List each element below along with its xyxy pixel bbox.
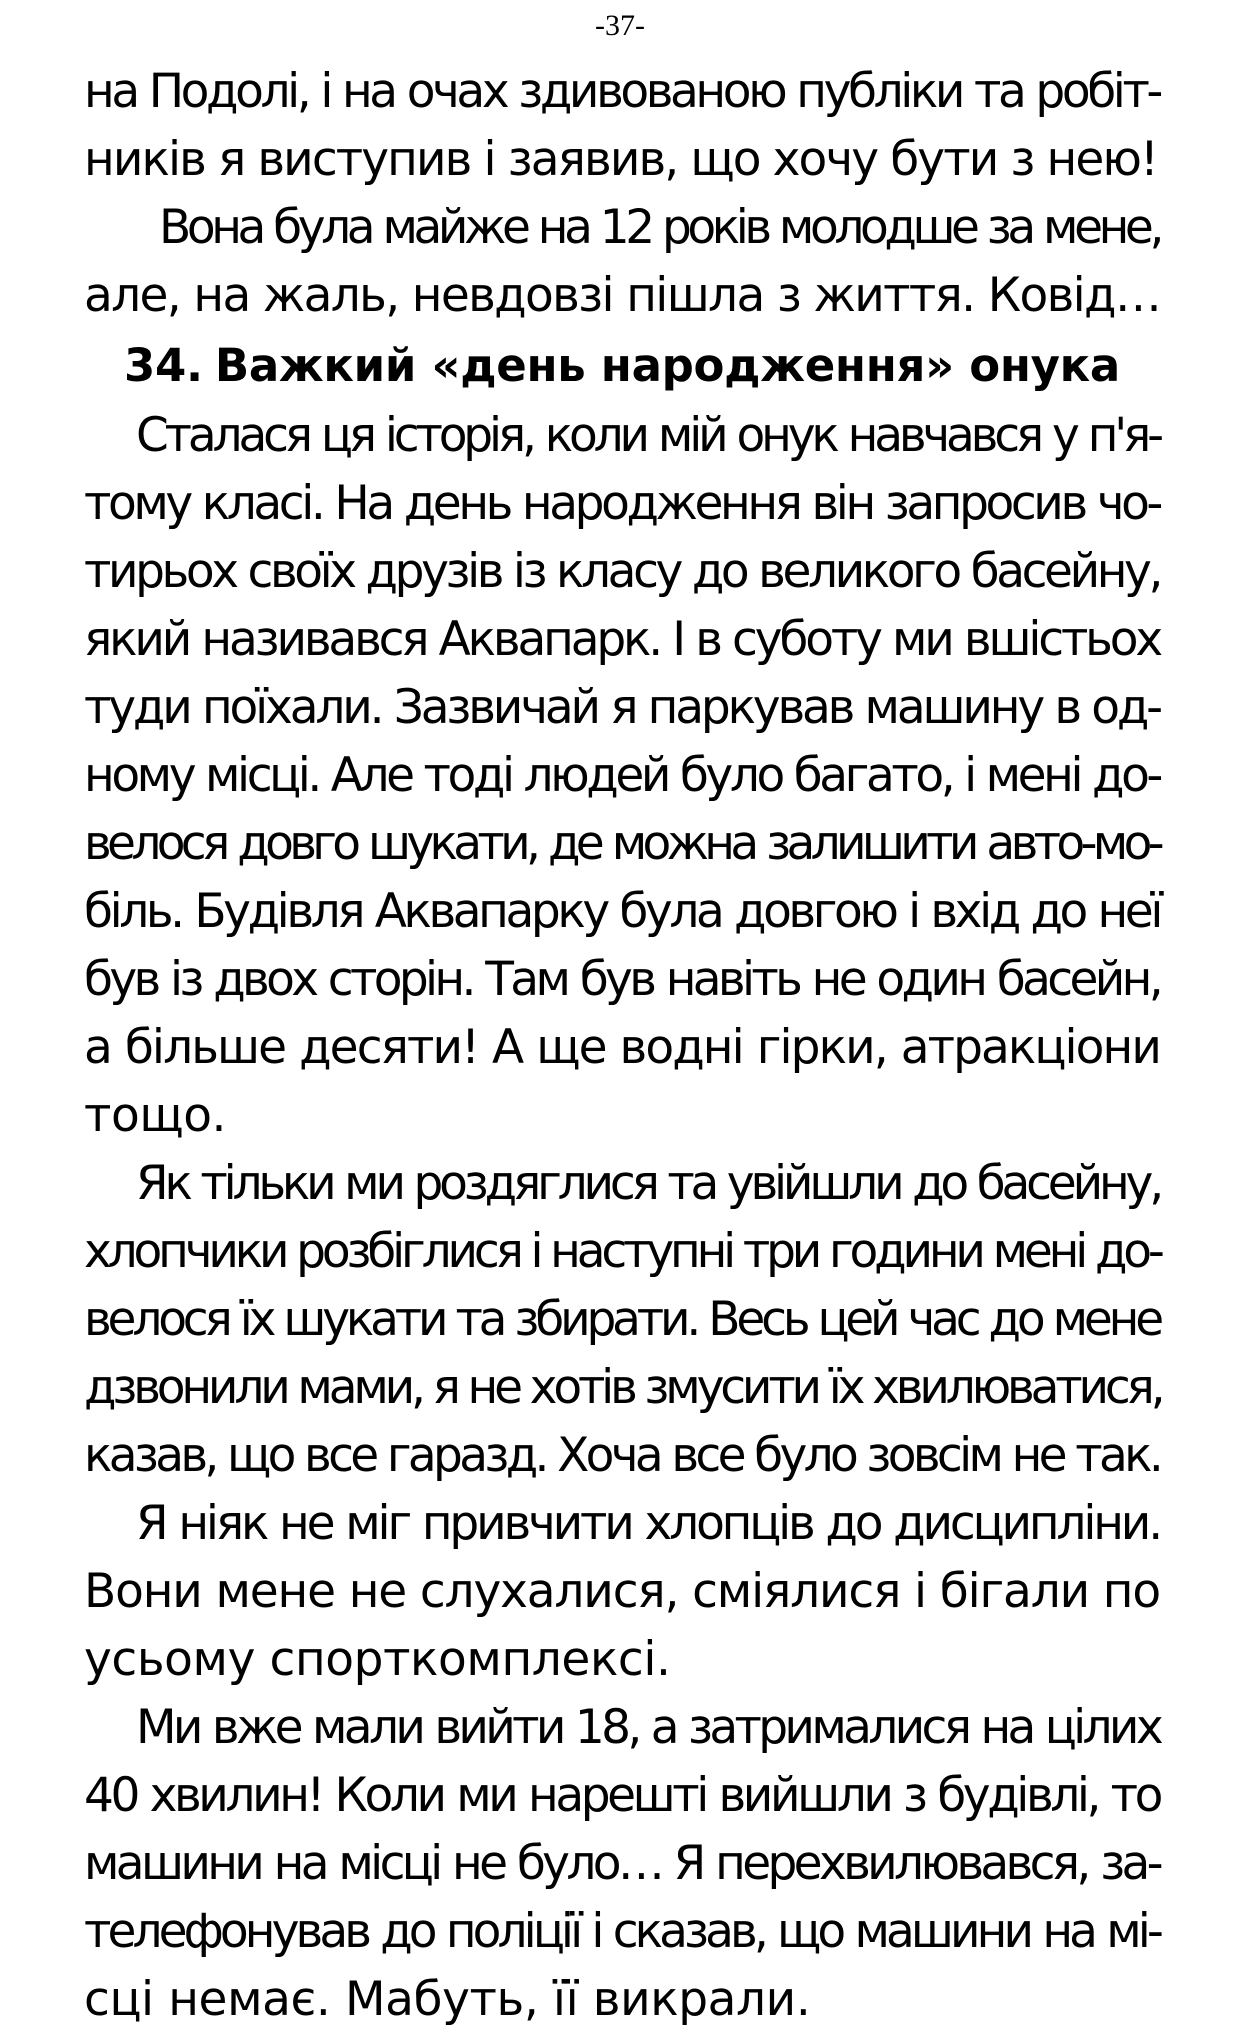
text-line: ному місці. Але тоді людей було багато, і мені до-: [84, 748, 1160, 803]
text-line: машини на місці не було… Я перехвилювався, за-: [84, 1836, 1160, 1891]
text-line: хлопчики розбіглися і наступні три години мені до-: [84, 1224, 1161, 1279]
text-line: туди поїхали. Зазвичай я паркував машину в од-: [84, 680, 1160, 735]
paragraph-4: [84, 1694, 1160, 2034]
text-line: Ми вже мали вийти 18, а затрималися на цілих: [136, 1700, 1160, 1755]
paragraph-1: [84, 402, 1160, 1150]
section-heading: [84, 330, 1160, 402]
text-line: був із двох сторін. Там був навіть не один басейн,: [84, 952, 1160, 1007]
page-content: [84, 58, 1160, 2034]
text-line: біль. Будівля Аквапарку була довгою і вхід до неї: [84, 884, 1160, 939]
text-line: ників я виступив і заявив, що хочу бути з нею!: [84, 132, 1157, 187]
text-line: а більше десяти! А ще водні гірки, атракціони: [84, 1020, 1160, 1075]
paragraph-2: [84, 1150, 1160, 1490]
text-line: велося довго шукати, де можна залишити авто-мо-: [84, 816, 1160, 871]
text-line: велося їх шукати та збирати. Весь цей час до мене: [84, 1292, 1160, 1347]
text-line: Вона була майже на 12 років молодше за мене,: [159, 200, 1160, 255]
intro-text: [84, 58, 1160, 330]
section-title: Важкий «день народження» онука: [214, 339, 1120, 392]
text-line: тирьох своїх друзів із класу до великого басейну,: [84, 544, 1160, 599]
text-line: на Подолі, і на очах здивованою публіки та робіт-: [84, 64, 1160, 119]
text-line: казав, що все гаразд. Хоча все було зовсім не так.: [84, 1428, 1161, 1483]
text-line: який називався Аквапарк. І в суботу ми вшістьох: [84, 612, 1160, 667]
text-line: сці немає. Мабуть, її викрали.: [84, 1972, 811, 2027]
paragraph-3: [84, 1490, 1160, 1694]
text-line: 40 хвилин! Коли ми нарешті вийшли з будівлі, то: [84, 1768, 1160, 1823]
section-number: 34.: [124, 339, 203, 392]
text-line: Вони мене не слухалися, сміялися і бігали по: [84, 1564, 1160, 1619]
text-line: але, на жаль, невдовзі пішла з життя. Ковід…: [84, 268, 1161, 323]
text-line: телефонував до поліції і сказав, що машини на мі-: [84, 1904, 1160, 1959]
text-line: Як тільки ми роздяглися та увійшли до басейну,: [136, 1156, 1160, 1211]
text-line: дзвонили мами, я не хотів змусити їх хвилюватися,: [84, 1360, 1162, 1415]
text-line: Я ніяк не міг привчити хлопців до дисципліни.: [136, 1496, 1160, 1551]
text-line: тому класі. На день народження він запросив чо-: [84, 476, 1160, 531]
text-line: тощо.: [84, 1088, 227, 1143]
page-number: -37-: [595, 9, 645, 42]
text-line: усьому спорткомплексі.: [84, 1632, 671, 1687]
text-line: Сталася ця історія, коли мій онук навчався у п'я-: [136, 408, 1160, 463]
